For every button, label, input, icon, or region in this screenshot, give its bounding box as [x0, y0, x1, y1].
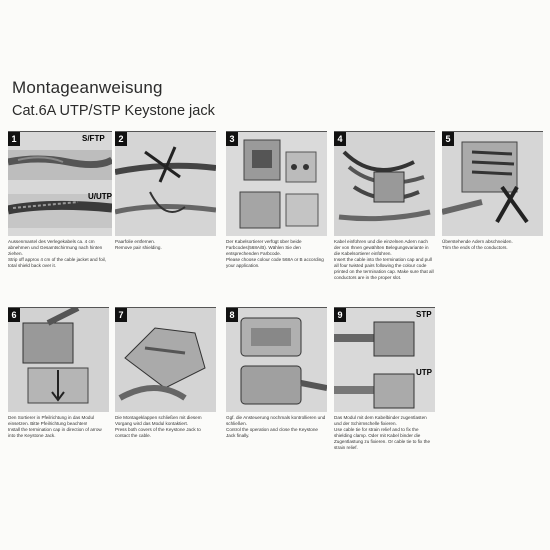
step-number: 2: [115, 132, 127, 146]
step-caption-de: Den Sortierer in Pfeilrichtung in das Modul einsetzen. Bitte Pfeilrichtung beachten!: [8, 415, 95, 426]
step-4-photo: [334, 132, 435, 236]
step-number: 7: [115, 308, 127, 322]
step-3-photo: [226, 132, 327, 236]
step-tag-stp: STP: [416, 310, 432, 319]
step-caption-de: Paarfolie entfernen.: [115, 239, 156, 244]
step-caption-de: Kabel einführen und die einzelnen Adern nach der von Ihnen gewählten Belegungsvariante in die Kabelsortierer einführen.: [334, 239, 429, 256]
step-tag-uutp: U/UTP: [88, 192, 112, 201]
step-caption-de: Der Kabelsortierer verfügt über beide Farbcodes(568A/B). Wählen Sie den entsprechenden Farbcode.: [226, 239, 302, 256]
step-6: [8, 307, 109, 468]
step-9-photo: [334, 308, 435, 412]
step-2: [115, 131, 216, 292]
step-caption-de: Überstehende Adern abschneiden.: [442, 239, 513, 244]
step-caption-en: Insert the cable into the termination cap and pull all four twisted pairs following the colour code printed on the termination cap. Make sure that all conductors are in the proper slot.: [334, 257, 434, 280]
step-number: 1: [8, 132, 20, 146]
step-caption-en: Press both covers of the Keystone Jack to contact the cable.: [115, 427, 201, 438]
step-caption-de: Das Modul mit dem Kabelbinder zugentlasten und der Schirmschelle fixieren.: [334, 415, 427, 426]
step-caption-en: Please choose colour code 568A or B according your application.: [226, 257, 324, 268]
step-number: 8: [226, 308, 238, 322]
step-8: [226, 307, 327, 468]
step-1: [8, 131, 112, 292]
page-subtitle: Cat.6A UTP/STP Keystone jack: [12, 103, 215, 119]
step-caption-de: Aussenmantel des Verlegekabels ca. 4 cm abnehmen und Gesamtschirmung nach hinten ziehen.: [8, 239, 103, 256]
step-8-photo: [226, 308, 327, 412]
page-title: Montageanweisung: [12, 78, 163, 97]
step-5: [442, 131, 543, 292]
step-2-photo: [115, 132, 216, 236]
step-3: [226, 131, 327, 292]
step-caption-en: Trim the ends of the conductors.: [442, 245, 508, 250]
step-caption-en: Install the termination cap in direction of arrow into the Keystone Jack.: [8, 427, 102, 438]
step-caption-en: Strip off approx 4 cm of the cable jacket and foil, total shield back over it.: [8, 257, 106, 268]
step-number: 6: [8, 308, 20, 322]
step-7: [115, 307, 216, 468]
step-number: 5: [442, 132, 454, 146]
step-6-photo: [8, 308, 109, 412]
step-tag-utp: UTP: [416, 368, 432, 377]
step-caption-en: Use cable tie for strain relief and to fix the shielding clamp. Oder mit Kabel binder die Zugentlastung zu fixieren. Or cable tie to fix the strain relief.: [334, 427, 431, 450]
step-7-photo: [115, 308, 216, 412]
step-tag-sftp: S/FTP: [82, 134, 105, 143]
step-number: 4: [334, 132, 346, 146]
step-caption-de: Die Montageklappen schließen mit diesem Vorgang wird das Modul kontaktiert.: [115, 415, 202, 426]
step-caption-en: Remove pair shielding.: [115, 245, 162, 250]
step-9: [334, 307, 435, 468]
step-5-photo: [442, 132, 543, 236]
step-number: 9: [334, 308, 346, 322]
step-4: [334, 131, 435, 292]
step-1-photo: [8, 132, 112, 236]
step-caption-en: Control the operation and close the Keystone Jack finally.: [226, 427, 318, 438]
step-number: 3: [226, 132, 238, 146]
step-caption-de: Ggf. die Ansteuerung nochmals kontrollieren und schließen.: [226, 415, 326, 426]
